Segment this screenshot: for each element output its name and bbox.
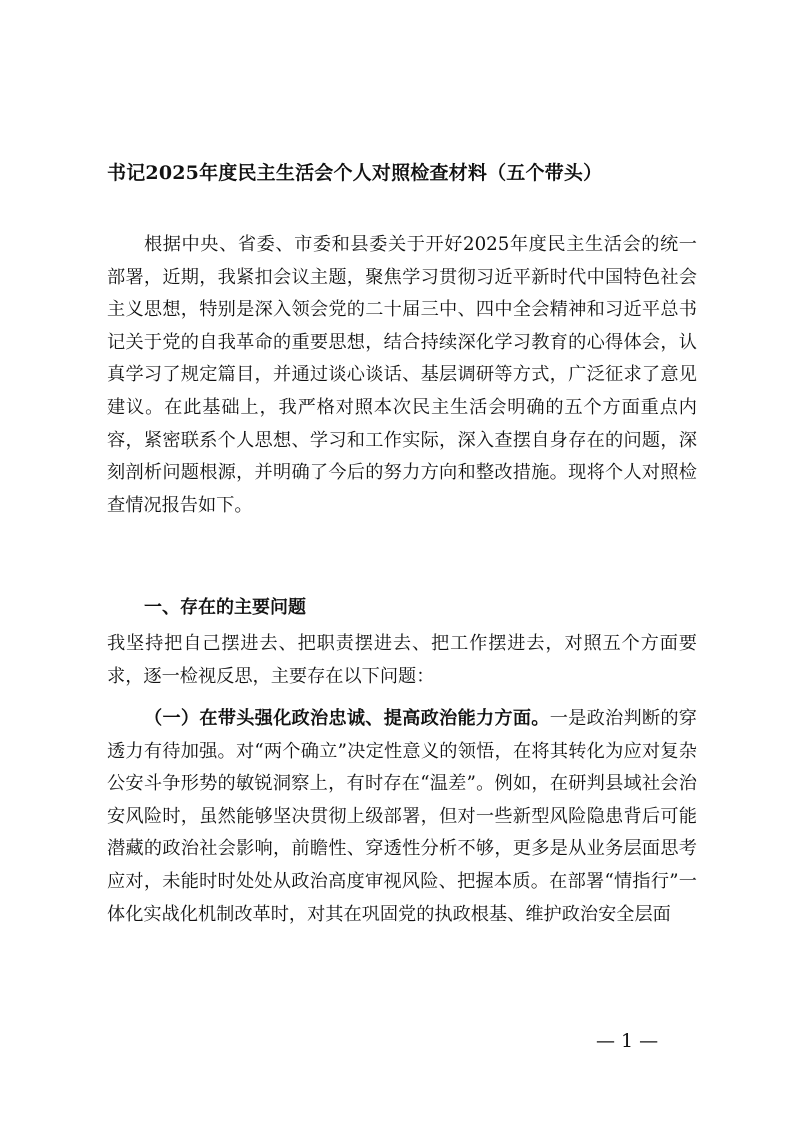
intro-paragraph: 根据中央、省委、市委和县委关于开好2025年度民主生活会的统一部署，近期，我紧扣会议主题，聚焦学习贯彻习近平新时代中国特色社会主义思想，特别是深入领会党的二十届三中、四中全会精神和习近平总书记关于党的自我革命的重要思想，结合持续深化学习教育的心得体会，认真学习了规定篇目，并通过谈心谈话、基层调研等方式，广泛征求了意见建议。在此基础上，我严格对照本次民主生活会明确的五个方面重点内容，紧密联系个人思想、学习和工作实际，深入查摆自身存在的问题，深刻剖析问题根源，并明确了今后的努力方向和整改措施。现将个人对照检查情况报告如下。: [107, 234, 697, 516]
document-title: 书记2025年度民主生活会个人对照检查材料（五个带头）: [107, 162, 603, 184]
subsection-paragraph: [107, 703, 697, 931]
section-lead-paragraph: 我坚持把自己摆进去、把职责摆进去、把工作摆进去，对照五个方面要求，逐一检视反思，主要存在以下问题：: [107, 633, 697, 687]
subsection-body: 一是政治判断的穿透力有待加强。对“两个确立”决定性意义的领悟，在将其转化为应对复杂公安斗争形势的敏锐洞察上，有时存在“温差”。例如，在研判县域社会治安风险时，虽然能够坚决贯彻上级部署，但对一些新型风险隐患背后可能潜藏的政治社会影响，前瞻性、穿透性分析不够，更多是从业务层面思考应对，未能时时处处从政治高度审视风险、把握本质。在部署“情指行”一体化实战化机制改革时，对其在巩固党的执政根基、维护政治安全层面: [107, 708, 697, 925]
subsection-heading: （一）在带头强化政治忠诚、提高政治能力方面。: [144, 708, 550, 729]
page-number: — 1 —: [596, 1030, 659, 1052]
section-heading-existing-problems: 一、存在的主要问题: [144, 597, 306, 618]
